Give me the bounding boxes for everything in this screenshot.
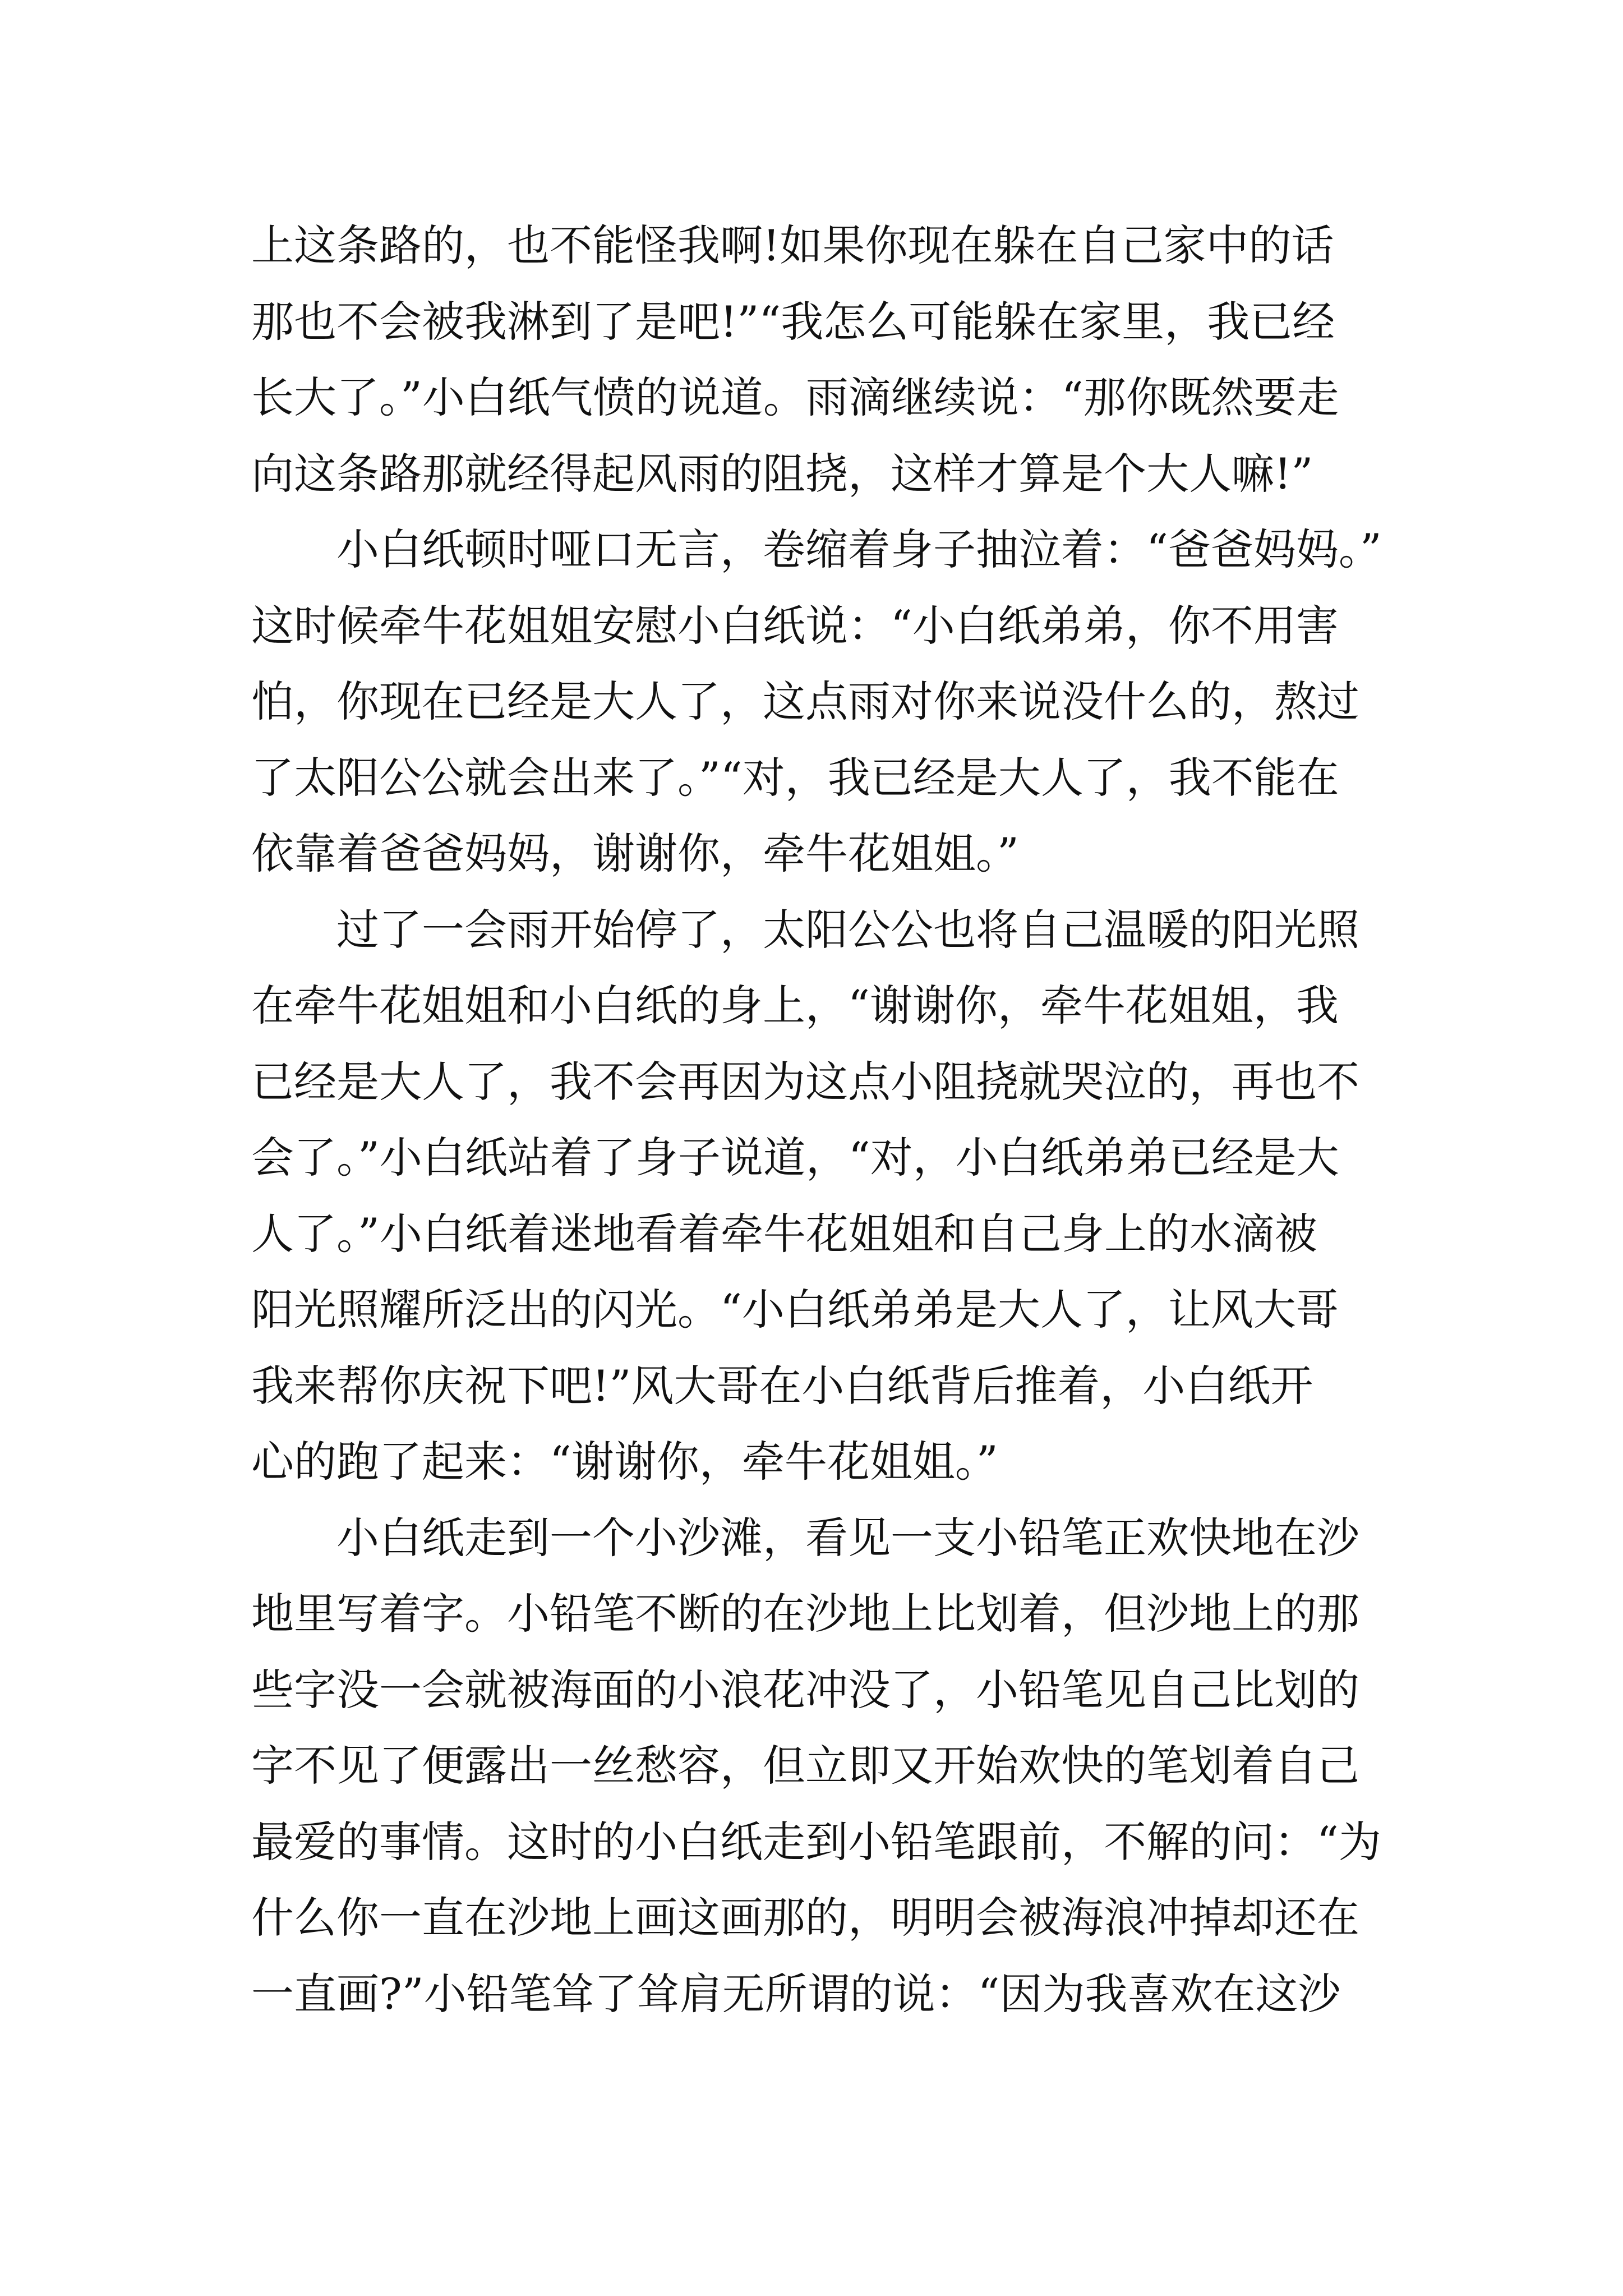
text-line: 地里写着字。小铅笔不断的在沙地上比划着，但沙地上的那 [251,1589,1359,1639]
text-line: 依靠着爸爸妈妈，谢谢你，牵牛花姐姐。” [251,829,1019,878]
text-line: 什么你一直在沙地上画这画那的，明明会被海浪冲掉却还在 [251,1893,1359,1943]
text-line: 字不见了便露出一丝愁容，但立即又开始欢快的笔划着自己 [251,1741,1359,1791]
text-line: 人了。”小白纸着迷地看着牵牛花姐姐和自己身上的水滴被 [251,1208,1317,1259]
text-line: 心的跑了起来：“谢谢你，牵牛花姐姐。” [251,1437,998,1487]
text-line: 这时候牵牛花姐姐安慰小白纸说：“小白纸弟弟，你不用害 [251,600,1339,651]
text-line: 那也不会被我淋到了是吧!”“我怎么可能躲在家里，我已经 [251,296,1335,347]
text-line: 一直画?”小铅笔耸了耸肩无所谓的说：“因为我喜欢在这沙 [251,1968,1341,2019]
text-line: 最爱的事情。这时的小白纸走到小铅笔跟前，不解的问：“为 [251,1816,1381,1867]
text-line: 向这条路那就经得起风雨的阻挠，这样才算是个大人嘛!” [251,448,1313,499]
text-line: 在牵牛花姐姐和小白纸的身上，“谢谢你，牵牛花姐姐，我 [251,981,1339,1030]
text-line: 怕，你现在已经是大人了，这点雨对你来说没什么的，熬过 [251,677,1359,726]
text-line: 长大了。”小白纸气愤的说道。雨滴继续说：“那你既然要走 [251,372,1339,422]
text-line: 了太阳公公就会出来了。”“对，我已经是大人了，我不能在 [251,752,1339,803]
text-line: 已经是大人了，我不会再因为这点小阻挠就哭泣的，再也不 [251,1056,1359,1107]
text-line: 阳光照耀所泛出的闪光。“小白纸弟弟是大人了，让风大哥 [251,1285,1339,1335]
paragraph-first-line: 小白纸顿时哑口无言，卷缩着身子抽泣着：“爸爸妈妈。” [251,524,1382,574]
text-line: 会了。”小白纸站着了身子说道，“对，小白纸弟弟已经是大 [251,1133,1339,1182]
paragraph-first-line: 小白纸走到一个小沙滩，看见一支小铅笔正欢快地在沙 [251,1512,1359,1563]
text-line: 上这条路的，也不能怪我啊!如果你现在躲在自己家中的话 [251,220,1334,270]
text-line: 些字没一会就被海面的小浪花冲没了，小铅笔见自己比划的 [251,1664,1359,1715]
body-text [251,208,1390,2032]
text-line: 我来帮你庆祝下吧!”风大哥在小白纸背后推着，小白纸开 [251,1360,1313,1411]
paragraph-first-line: 过了一会雨开始停了，太阳公公也将自己温暖的阳光照 [251,904,1359,955]
